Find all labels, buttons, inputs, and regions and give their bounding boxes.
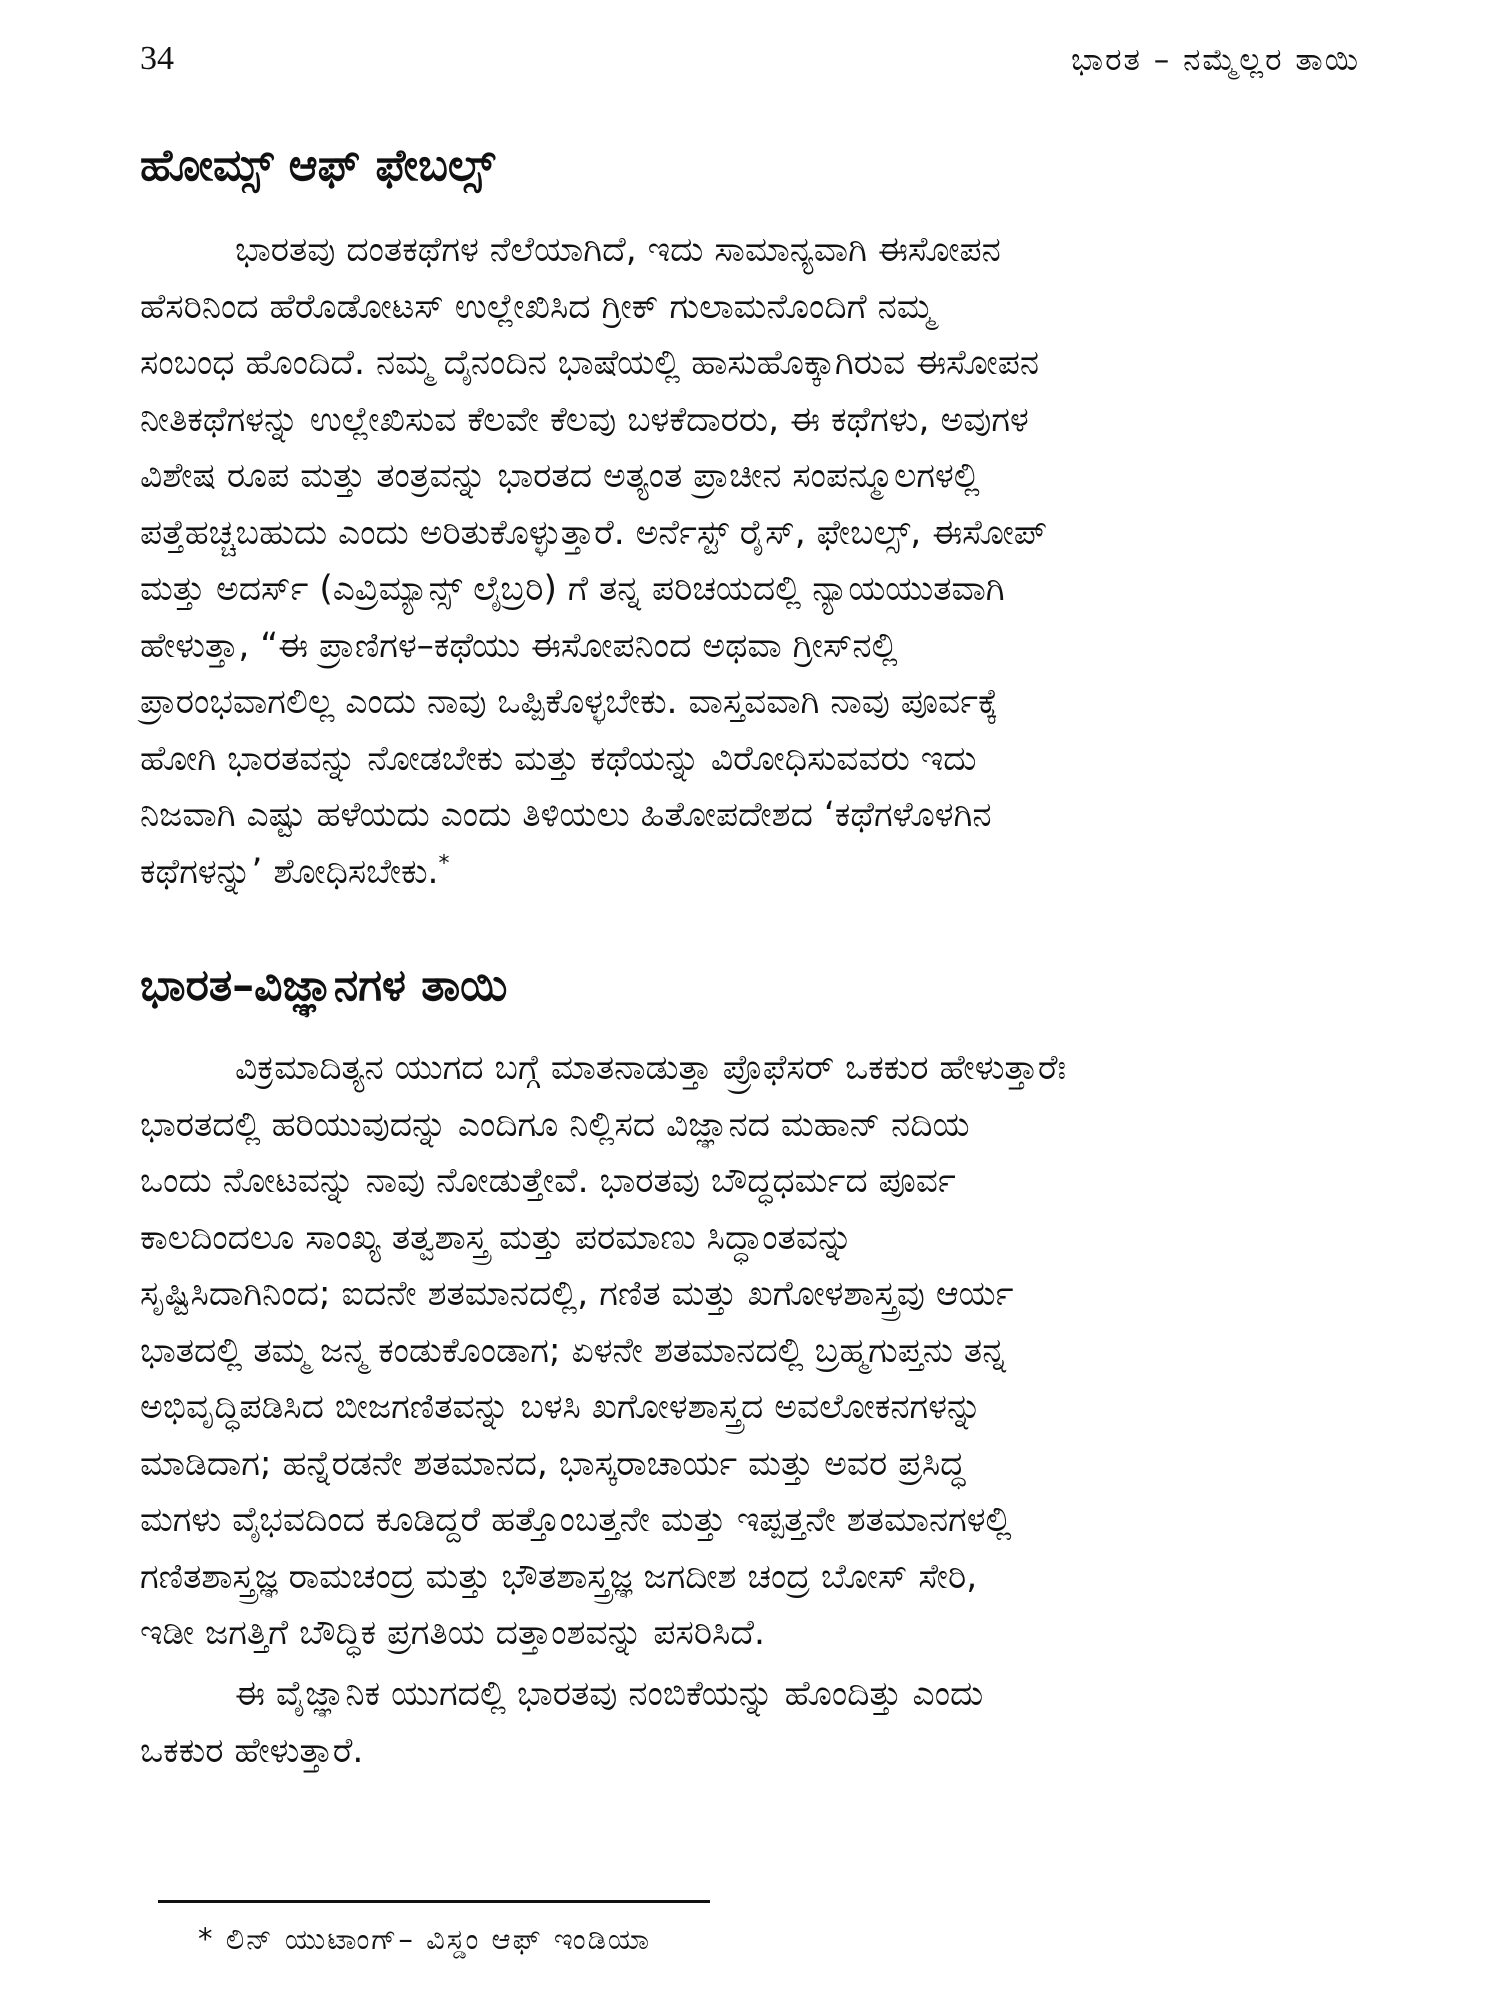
paragraph-fables xyxy=(140,222,1360,900)
text-line: ಗಣಿತಶಾಸ್ತ್ರಜ್ಞ ರಾಮಚಂದ್ರ ಮತ್ತು ಭೌತಶಾಸ್ತ್ರಜ್ಞ ಜಗದೀಶ ಚಂದ್ರ ಬೋಸ್ ಸೇರಿ, xyxy=(140,1556,978,1597)
text-line: ಹೆಸರಿನಿಂದ ಹೆರೊಡೋಟಸ್ ಉಲ್ಲೇಖಿಸಿದ ಗ್ರೀಕ್ ಗುಲಾಮನೊಂದಿಗೆ ನಮ್ಮ xyxy=(140,286,935,327)
text-line: ಸೃಷ್ಟಿಸಿದಾಗಿನಿಂದ; ಐದನೇ ಶತಮಾನದಲ್ಲಿ, ಗಣಿತ ಮತ್ತು ಖಗೋಳಶಾಸ್ತ್ರವು ಆರ್ಯ xyxy=(140,1274,1014,1314)
footnote: * ಲಿನ್ ಯುಟಾಂಗ್– ವಿಸ್ಡಂ ಆಫ್ ಇಂಡಿಯಾ xyxy=(198,1922,652,1956)
text-line-last xyxy=(140,844,1360,901)
text-line: ಕಥೆಗಳನ್ನು’ ಶೋಧಿಸಬೇಕು. xyxy=(140,851,439,892)
text-line: ಭಾತದಲ್ಲಿ ತಮ್ಮ ಜನ್ಮ ಕಂಡುಕೊಂಡಾಗ; ಏಳನೇ ಶತಮಾನದಲ್ಲಿ ಬ್ರಹ್ಮಗುಪ್ತನು ತನ್ನ xyxy=(140,1330,1007,1371)
footnote-marker: * xyxy=(438,851,450,876)
section-heading-fables: ಹೋಮ್ಸ್ ಆಫ್ ಫೇಬಲ್ಸ್ xyxy=(140,140,495,191)
text-line: ಒಕಕುರ ಹೇಳುತ್ತಾರೆ. xyxy=(140,1730,364,1771)
text-line: ಈ ವೈಜ್ಞಾನಿಕ ಯುಗದಲ್ಲಿ ಭಾರತವು ನಂಬಿಕೆಯನ್ನು ಹೊಂದಿತ್ತು ಎಂದು xyxy=(235,1674,984,1714)
section-heading-sciences: ಭಾರತ–ವಿಜ್ಞಾನಗಳ ತಾಯಿ xyxy=(140,960,508,1011)
text-line: ಪ್ರಾರಂಭವಾಗಲಿಲ್ಲ ಎಂದು ನಾವು ಒಪ್ಪಿಕೊಳ್ಳಬೇಕು. ವಾಸ್ತವವಾಗಿ ನಾವು ಪೂರ್ವಕ್ಕೆ xyxy=(140,682,999,722)
text-line: ಮಗಳು ವೈಭವದಿಂದ ಕೂಡಿದ್ದರೆ ಹತ್ತೊಂಬತ್ತನೇ ಮತ್ತು ಇಪ್ಪತ್ತನೇ ಶತಮಾನಗಳಲ್ಲಿ xyxy=(140,1500,1012,1540)
text-line: ಕಾಲದಿಂದಲೂ ಸಾಂಖ್ಯ ತತ್ವಶಾಸ್ತ್ರ ಮತ್ತು ಪರಮಾಣು ಸಿದ್ಧಾಂತವನ್ನು xyxy=(140,1217,853,1258)
text-line: ಪತ್ತೆಹಚ್ಚಬಹುದು ಎಂದು ಅರಿತುಕೊಳ್ಳುತ್ತಾರೆ. ಅರ್ನೆಸ್ಟ್ ರೈಸ್, ಫೇಬಲ್ಸ್, ಈಸೋಪ್ xyxy=(140,512,1048,553)
page-header xyxy=(140,40,1360,100)
text-line: ವಿಶೇಷ ರೂಪ ಮತ್ತು ತಂತ್ರವನ್ನು ಭಾರತದ ಅತ್ಯಂತ ಪ್ರಾಚೀನ ಸಂಪನ್ಮೂಲಗಳಲ್ಲಿ xyxy=(140,456,980,496)
text-line: ಮತ್ತು ಅದರ್ಸ್ (ಎವ್ರಿಮ್ಯಾನ್ಸ್ ಲೈಬ್ರರಿ) ಗೆ ತನ್ನ ಪರಿಚಯದಲ್ಲಿ ನ್ಯಾಯಯುತವಾಗಿ xyxy=(140,569,1005,609)
text-line: ಸಂಬಂಧ ಹೊಂದಿದೆ. ನಮ್ಮ ದೈನಂದಿನ ಭಾಷೆಯಲ್ಲಿ ಹಾಸುಹೊಕ್ಕಾಗಿರುವ ಈಸೋಪನ xyxy=(140,343,1040,383)
text-line: ನಿಜವಾಗಿ ಎಷ್ಟು ಹಳೆಯದು ಎಂದು ತಿಳಿಯಲು ಹಿತೋಪದೇಶದ ‘ಕಥೆಗಳೊಳಗಿನ xyxy=(140,795,992,835)
text-line: ವಿಕ್ರಮಾದಿತ್ಯನ ಯುಗದ ಬಗ್ಗೆ ಮಾತನಾಡುತ್ತಾ ಪ್ರೊಫೆಸರ್ ಒಕಕುರ ಹೇಳುತ್ತಾರೆಃ xyxy=(235,1048,1067,1088)
text-line: ಹೋಗಿ ಭಾರತವನ್ನು ನೋಡಬೇಕು ಮತ್ತು ಕಥೆಯನ್ನು ವಿರೋಧಿಸುವವರು ಇದು xyxy=(140,738,977,779)
running-title: ಭಾರತ – ನಮ್ಮೆಲ್ಲರ ತಾಯಿ xyxy=(1070,42,1360,78)
footnote-divider xyxy=(158,1900,710,1903)
text-line: ಭಾರತದಲ್ಲಿ ಹರಿಯುವುದನ್ನು ಎಂದಿಗೂ ನಿಲ್ಲಿಸದ ವಿಜ್ಞಾನದ ಮಹಾನ್ ನದಿಯ xyxy=(140,1104,970,1145)
text-line: ಹೇಳುತ್ತಾ, “ಈ ಪ್ರಾಣಿಗಳ–ಕಥೆಯು ಈಸೋಪನಿಂದ ಅಥವಾ ಗ್ರೀಸ್‌ನಲ್ಲಿ xyxy=(140,625,898,666)
text-line: ಇಡೀ ಜಗತ್ತಿಗೆ ಬೌದ್ಧಿಕ ಪ್ರಗತಿಯ ದತ್ತಾಂಶವನ್ನು ಪಸರಿಸಿದೆ. xyxy=(140,1613,766,1653)
text-line: ಅಭಿವೃದ್ಧಿಪಡಿಸಿದ ಬೀಜಗಣಿತವನ್ನು ಬಳಸಿ ಖಗೋಳಶಾಸ್ತ್ರದ ಅವಲೋಕನಗಳನ್ನು xyxy=(140,1387,982,1427)
page-number: 34 xyxy=(140,40,174,77)
text-line: ನೀತಿಕಥೆಗಳನ್ನು ಉಲ್ಲೇಖಿಸುವ ಕೆಲವೇ ಕೆಲವು ಬಳಕೆದಾರರು, ಈ ಕಥೆಗಳು, ಅವುಗಳ xyxy=(140,399,1029,440)
text-line: ಭಾರತವು ದಂತಕಥೆಗಳ ನೆಲೆಯಾಗಿದೆ, ಇದು ಸಾಮಾನ್ಯವಾಗಿ ಈಸೋಪನ xyxy=(235,230,1001,270)
paragraph-sciences-1 xyxy=(140,1040,1360,1662)
paragraph-sciences-2 xyxy=(140,1666,1360,1779)
text-line: ಒಂದು ನೋಟವನ್ನು ನಾವು ನೋಡುತ್ತೇವೆ. ಭಾರತವು ಬೌದ್ಧಧರ್ಮದ ಪೂರ್ವ xyxy=(140,1161,956,1201)
text-line: ಮಾಡಿದಾಗ; ಹನ್ನೆರಡನೇ ಶತಮಾನದ, ಭಾಸ್ಕರಾಚಾರ್ಯ ಮತ್ತು ಅವರ ಪ್ರಸಿದ್ಧ xyxy=(140,1443,966,1484)
